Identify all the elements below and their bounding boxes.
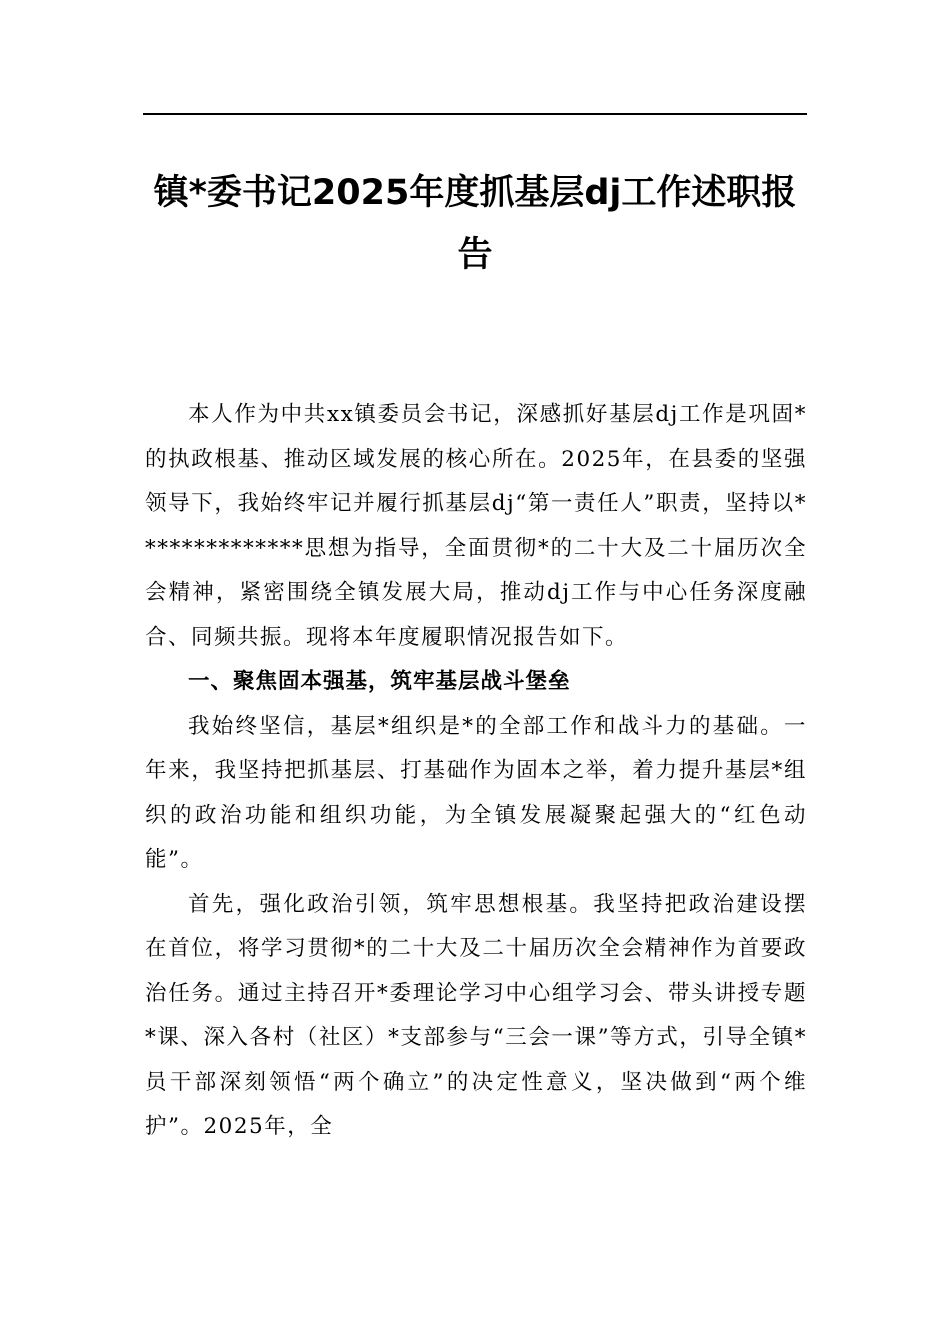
document-body bbox=[145, 393, 807, 1150]
section-paragraph: 首先，强化政治引领，筑牢思想根基。我坚持把政治建设摆在首位，将学习贯彻*的二十大及二十届历次全会精神作为首要政治任务。通过主持召开*委理论学习中心组学习会、带头讲授专题*课、深入各村（社区）*支部参与“三会一课”等方式，引导全镇*员干部深刻领悟“两个确立”的决定性意义，坚决做到“两个维护”。2025年，全 bbox=[145, 891, 807, 1139]
section-heading: 一、聚焦固本强基，筑牢基层战斗堡垒 bbox=[188, 669, 571, 694]
header-rule bbox=[143, 113, 807, 115]
document-title: 镇*委书记2025年度抓基层dj工作述职报告 bbox=[153, 173, 797, 275]
intro-paragraph: 本人作为中共xx镇委员会书记，深感抓好基层dj工作是巩固*的执政根基、推动区域发展的核心所在。2025年，在县委的坚强领导下，我始终牢记并履行抓基层dj“第一责任人”职责，坚持以**************思想为指导，全面贯彻*的二十大及二十届历次全会精神，紧密围绕全镇发展大局，推动dj工作与中心任务深度融合、同频共振。现将本年度履职情况报告如下。 bbox=[145, 402, 807, 650]
section-paragraph: 我始终坚信，基层*组织是*的全部工作和战斗力的基础。一年来，我坚持把抓基层、打基础作为固本之举，着力提升基层*组织的政治功能和组织功能，为全镇发展凝聚起强大的“红色动能”。 bbox=[145, 713, 807, 872]
